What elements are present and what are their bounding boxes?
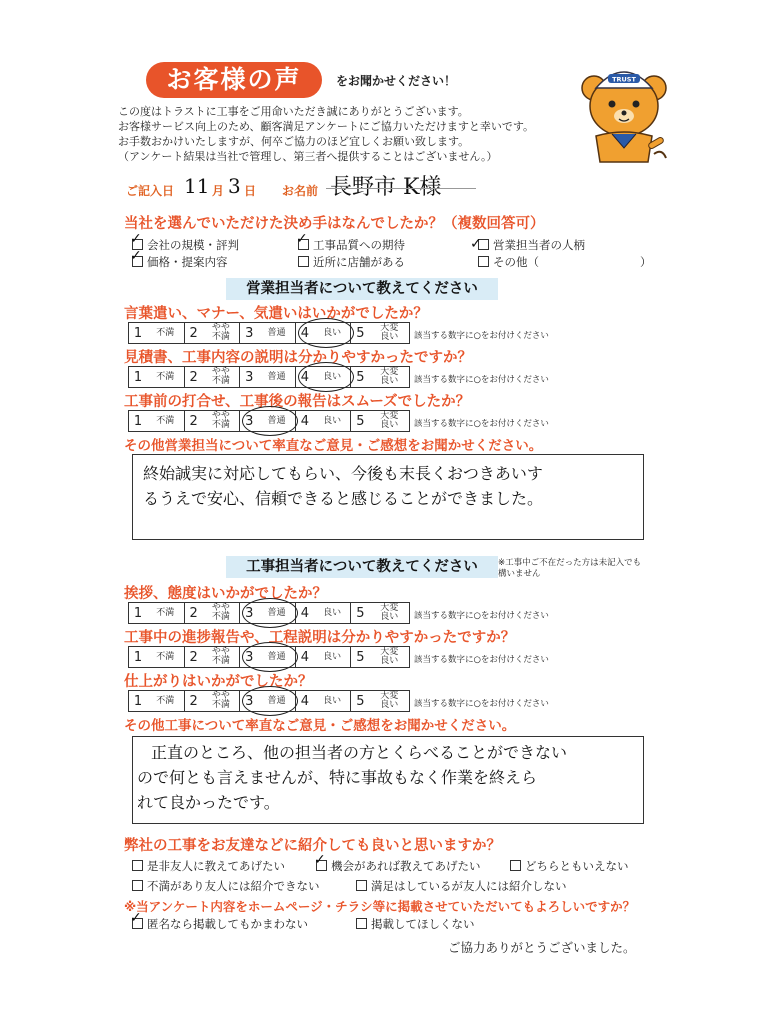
name-underline — [326, 188, 476, 189]
option-label: 是非友人に教えてあげたい — [147, 859, 285, 873]
intro-line: この度はトラストに工事をご用命いただき誠にありがとうございます。 — [118, 105, 469, 118]
scale-label: 良い — [323, 695, 342, 706]
scale-num: 4 — [300, 413, 309, 429]
decision-option-6-close: ） — [640, 255, 652, 269]
scale-label: 良い — [380, 376, 399, 386]
decision-option-5[interactable] — [298, 254, 405, 270]
construction-q1: 挨拶、態度はいかがでしたか？ — [124, 586, 327, 602]
scale-label: 良い — [380, 332, 399, 342]
page-title: お客様の声 — [146, 62, 322, 98]
sales-comment-prompt: その他営業担当について率直なご意見・ご感想をお聞かせください。 — [124, 438, 543, 454]
rating-scale[interactable] — [128, 366, 410, 388]
publish-option-1[interactable] — [132, 916, 308, 932]
check-mark-icon: ✓ — [130, 231, 142, 247]
scale-num: 5 — [356, 693, 365, 709]
scale-label: 良い — [380, 656, 399, 666]
scale-hint: 該当する数字に○をお付けください — [414, 611, 549, 621]
option-label: どちらともいえない — [525, 859, 629, 873]
option-label: 工事品質への期待 — [313, 238, 405, 252]
option-label: 機会があれば教えてあげたい — [331, 859, 481, 873]
scale-label: 普通 — [267, 415, 286, 426]
decision-option-6[interactable] — [478, 254, 539, 270]
scale-num: 4 — [300, 369, 309, 385]
rating-scale[interactable] — [128, 322, 410, 344]
page-subtitle: をお聞かせください！ — [336, 74, 457, 88]
referral-option-1[interactable] — [132, 858, 285, 874]
construction-note: ※工事中ご不在だった方は未記入でも — [498, 558, 642, 568]
scale-num: 3 — [245, 369, 254, 385]
scale-label: 大変 — [380, 411, 399, 421]
scale-num: 4 — [300, 605, 309, 621]
construction-comment-line: ので何とも言えませんが、特に事故もなく作業を終えら — [137, 768, 538, 787]
day-unit: 日 — [244, 184, 257, 198]
referral-option-4[interactable] — [132, 878, 320, 894]
checkbox-icon[interactable] — [510, 860, 521, 871]
checkbox-icon[interactable] — [132, 880, 143, 891]
publish-question: ※当アンケート内容をホームページ・チラシ等に掲載させていただいてもよろしいですか？ — [124, 899, 636, 914]
scale-num: 2 — [189, 369, 198, 385]
sales-q3: 工事前の打合せ、工事後の報告はスムーズでしたか？ — [124, 394, 471, 410]
check-mark-icon: ✓ — [470, 236, 482, 252]
check-mark-icon: ✓ — [130, 910, 142, 926]
name-value[interactable]: 長野市 K様 — [330, 175, 442, 200]
scale-label: 不満 — [211, 656, 230, 666]
scale-label: やや — [211, 603, 230, 613]
answer-circle — [242, 406, 298, 436]
scale-hint: 該当する数字に○をお付けください — [414, 375, 549, 385]
mascot-bear-icon — [574, 58, 674, 168]
scale-label: 大変 — [380, 367, 399, 377]
intro-line: お手数おかけいたしますが、何卒ご協力のほど宜しくお願い致します。 — [118, 135, 470, 148]
option-label: 営業担当者の人柄 — [493, 238, 585, 252]
scale-label: やや — [211, 691, 230, 701]
scale-num: 1 — [133, 413, 143, 429]
decision-option-1[interactable] — [132, 237, 239, 253]
scale-num: 1 — [133, 369, 143, 385]
scale-label: 良い — [380, 700, 399, 710]
intro-line: （アンケート結果は当社で管理し、第三者へ提供することはございません。） — [118, 150, 498, 163]
scale-num: 1 — [133, 649, 143, 665]
scale-num: 2 — [189, 325, 198, 341]
referral-option-3[interactable] — [510, 858, 629, 874]
scale-label: 良い — [323, 415, 342, 426]
check-mark-icon: ✓ — [130, 248, 142, 264]
scale-label: 不満 — [156, 607, 175, 618]
scale-label: やや — [211, 647, 230, 657]
option-label: 価格・提案内容 — [147, 255, 228, 269]
option-label: 不満があり友人には紹介できない — [147, 879, 320, 893]
month-value[interactable]: 11 — [184, 174, 210, 198]
answer-circle — [242, 642, 298, 672]
scale-num: 4 — [300, 693, 309, 709]
construction-comment-line: 正直のところ、他の担当者の方とくらべることができない — [151, 743, 568, 762]
checkbox-icon[interactable] — [298, 256, 309, 267]
scale-num: 5 — [356, 649, 365, 665]
construction-comment-line: れて良かったです。 — [137, 793, 280, 812]
referral-option-5[interactable] — [356, 878, 567, 894]
option-label: 会社の規模・評判 — [147, 238, 239, 252]
decision-question: 当社を選んでいただけた決め手はなんでしたか？（複数回答可） — [124, 216, 545, 232]
scale-num: 2 — [189, 693, 198, 709]
construction-section-header: 工事担当者について教えてください — [226, 556, 498, 578]
scale-label: やや — [211, 367, 230, 377]
option-label: 近所に店舗がある — [313, 255, 405, 269]
decision-option-3[interactable] — [478, 237, 585, 253]
month-unit: 月 — [212, 184, 225, 198]
checkbox-icon[interactable] — [356, 918, 367, 929]
scale-num: 3 — [245, 413, 254, 429]
scale-label: 良い — [380, 612, 399, 622]
name-label: お名前 — [282, 184, 319, 198]
scale-label: 不満 — [211, 700, 230, 710]
day-value[interactable]: 3 — [228, 174, 241, 198]
scale-label: 不満 — [156, 651, 175, 662]
sales-comment-line: 終始誠実に対応してもらい、今後も末長くおつきあいす — [143, 464, 543, 483]
scale-label: 大変 — [380, 323, 399, 333]
scale-label: 大変 — [380, 647, 399, 657]
construction-q3: 仕上がりはいかがでしたか？ — [124, 674, 313, 690]
scale-num: 5 — [356, 605, 365, 621]
scale-label: 良い — [380, 420, 399, 430]
option-label: 満足はしているが友人には紹介しない — [371, 879, 567, 893]
scale-num: 5 — [356, 325, 365, 341]
sales-comment-line: るうえで安心、信頼できると感じることができました。 — [143, 489, 544, 508]
scale-hint: 該当する数字に○をお付けください — [414, 699, 549, 709]
option-label: 掲載してほしくない — [371, 917, 475, 931]
intro-text — [118, 104, 534, 164]
scale-label: 不満 — [156, 695, 175, 706]
scale-label: 良い — [323, 371, 342, 382]
referral-question: 弊社の工事をお友達などに紹介しても良いと思いますか？ — [124, 838, 501, 854]
scale-label: 不満 — [211, 612, 230, 622]
scale-label: 普通 — [267, 651, 286, 662]
scale-num: 2 — [189, 605, 198, 621]
scale-num: 1 — [133, 325, 143, 341]
sales-comment-box[interactable] — [132, 454, 644, 540]
scale-label: 不満 — [156, 327, 175, 338]
scale-label: 不満 — [156, 371, 175, 382]
answer-circle — [298, 362, 354, 392]
check-mark-icon: ✓ — [296, 231, 308, 247]
scale-num: 5 — [356, 369, 365, 385]
option-label: その他（ — [493, 255, 539, 269]
intro-line: お客様サービス向上のため、顧客満足アンケートにご協力いただけますと幸いです。 — [118, 120, 535, 133]
scale-label: 不満 — [211, 332, 230, 342]
scale-hint: 該当する数字に○をお付けください — [414, 331, 549, 341]
scale-num: 1 — [133, 693, 143, 709]
scale-label: 良い — [323, 651, 342, 662]
sales-q1: 言葉遣い、マナー、気遣いはいかがでしたか？ — [124, 306, 428, 322]
scale-label: 不満 — [156, 415, 175, 426]
decision-option-4[interactable] — [132, 254, 228, 270]
scale-num: 2 — [189, 413, 198, 429]
scale-label: 不満 — [211, 376, 230, 386]
scale-num: 3 — [245, 605, 254, 621]
scale-num: 2 — [189, 649, 198, 665]
answer-circle — [298, 318, 354, 348]
scale-num: 4 — [300, 649, 309, 665]
scale-label: 普通 — [267, 371, 286, 382]
scale-label: 普通 — [267, 327, 286, 338]
scale-label: 不満 — [211, 420, 230, 430]
answer-circle — [242, 598, 298, 628]
scale-num: 3 — [245, 649, 254, 665]
checkbox-icon[interactable] — [132, 860, 143, 871]
scale-num: 4 — [300, 325, 309, 341]
scale-label: 良い — [323, 327, 342, 338]
scale-num: 1 — [133, 605, 143, 621]
mascot-label: TRUST — [612, 75, 636, 84]
scale-hint: 該当する数字に○をお付けください — [414, 655, 549, 665]
sales-section-header: 営業担当者について教えてください — [226, 278, 498, 300]
check-mark-icon: ✓ — [314, 852, 326, 868]
thanks-message: ご協力ありがとうございました。 — [448, 940, 636, 955]
publish-option-2[interactable] — [356, 916, 475, 932]
scale-hint: 該当する数字に○をお付けください — [414, 419, 549, 429]
scale-label: やや — [211, 411, 230, 421]
scale-num: 3 — [245, 693, 254, 709]
scale-label: 大変 — [380, 603, 399, 613]
referral-option-2[interactable] — [316, 858, 481, 874]
construction-comment-prompt: その他工事について率直なご意見・ご感想をお聞かせください。 — [124, 718, 516, 734]
option-label: 匿名なら掲載してもかまわない — [147, 917, 308, 931]
construction-q2: 工事中の進捗報告や、工程説明は分かりやすかったですか？ — [124, 630, 516, 646]
checkbox-icon[interactable] — [478, 256, 489, 267]
scale-num: 3 — [245, 325, 254, 341]
construction-comment-box[interactable] — [132, 736, 644, 824]
sales-q2: 見積書、工事内容の説明は分かりやすかったですか？ — [124, 350, 472, 366]
date-label: ご記入日 — [126, 184, 175, 198]
scale-label: やや — [211, 323, 230, 333]
scale-label: 普通 — [267, 695, 286, 706]
scale-num: 5 — [356, 413, 365, 429]
answer-circle — [242, 686, 298, 716]
scale-label: 良い — [323, 607, 342, 618]
scale-label: 大変 — [380, 691, 399, 701]
decision-option-2[interactable] — [298, 237, 405, 253]
construction-note: 構いません — [498, 569, 541, 579]
scale-label: 普通 — [267, 607, 286, 618]
checkbox-icon[interactable] — [356, 880, 367, 891]
